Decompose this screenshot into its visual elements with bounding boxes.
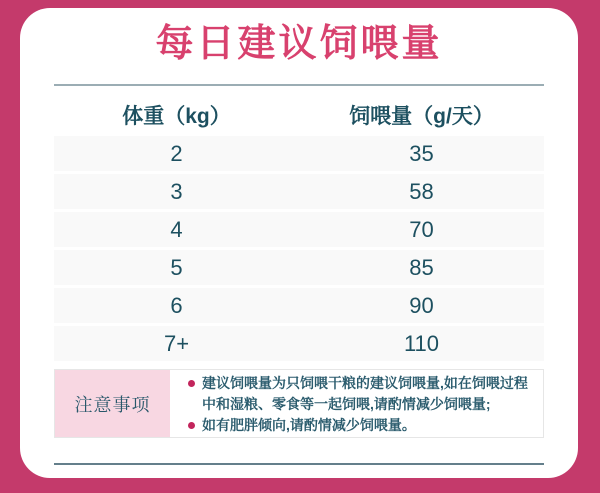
table-header-row	[54, 86, 544, 130]
column-header-weight: 体重（kg）	[122, 105, 231, 128]
note-item	[188, 373, 533, 415]
feeding-guide-card	[20, 8, 578, 478]
table-row	[54, 326, 544, 361]
notes-section	[54, 369, 544, 438]
feeding-table	[54, 86, 544, 361]
bottom-divider	[54, 463, 544, 465]
table-body	[54, 136, 544, 361]
bullet-dot-icon	[188, 380, 195, 387]
column-header-amount: 饲喂量（g/天）	[349, 105, 494, 128]
amount-cell: 85	[409, 254, 434, 280]
notes-label: 注意事项	[55, 370, 170, 437]
note-item-text: 建议饲喂量为只饲喂干粮的建议饲喂量,如在饲喂过程中和湿粮、零食等一起饲喂,请酌情减少饲喂量;	[202, 374, 528, 412]
amount-cell: 90	[409, 292, 434, 318]
table-row	[54, 212, 544, 247]
amount-cell: 70	[409, 216, 434, 242]
page-title: 每日建议饲喂量	[155, 23, 443, 65]
weight-cell: 4	[170, 216, 183, 242]
weight-cell: 5	[170, 254, 183, 280]
note-item	[188, 415, 533, 436]
table-row	[54, 250, 544, 285]
note-item-text: 如有肥胖倾向,请酌情减少饲喂量。	[202, 416, 416, 433]
amount-cell: 58	[409, 178, 434, 204]
table-row	[54, 288, 544, 323]
weight-cell: 3	[170, 178, 183, 204]
table-row	[54, 136, 544, 171]
weight-cell: 7+	[163, 330, 190, 356]
weight-cell: 2	[170, 140, 183, 166]
amount-cell: 110	[403, 330, 440, 356]
weight-cell: 6	[170, 292, 183, 318]
amount-cell: 35	[409, 140, 434, 166]
notes-list	[170, 370, 543, 437]
bullet-dot-icon	[188, 422, 195, 429]
table-row	[54, 174, 544, 209]
